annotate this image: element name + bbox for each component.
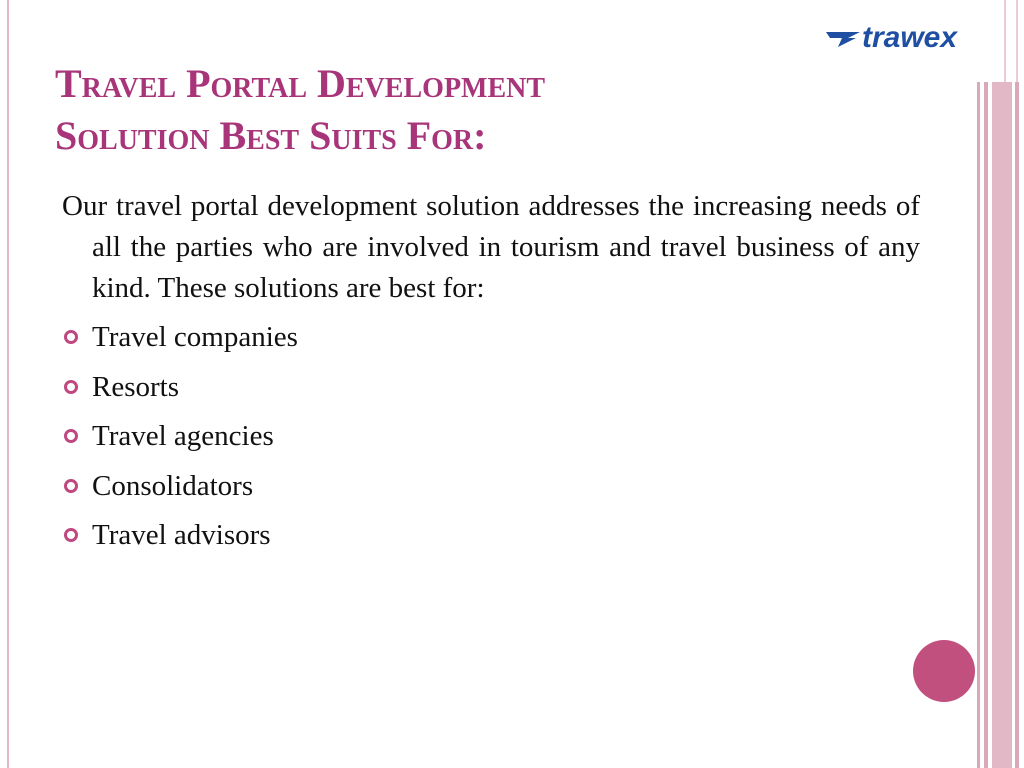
list-item-text: Travel advisors bbox=[92, 519, 271, 551]
decorative-circle bbox=[913, 640, 975, 702]
left-border-line bbox=[7, 0, 9, 768]
plane-arrow-icon bbox=[826, 28, 860, 48]
right-stripe-2 bbox=[984, 82, 988, 768]
title-line-2: Solution Best Suits For: bbox=[55, 113, 487, 158]
ring-bullet-icon bbox=[64, 330, 78, 344]
right-stripe-4 bbox=[1015, 82, 1019, 768]
ring-bullet-icon bbox=[64, 380, 78, 394]
top-right-decor-line bbox=[1004, 0, 1006, 82]
slide-title bbox=[55, 58, 855, 162]
ring-bullet-icon bbox=[64, 479, 78, 493]
list-item-text: Travel agencies bbox=[92, 420, 274, 452]
slide-content bbox=[62, 186, 920, 565]
right-stripe-1 bbox=[977, 82, 980, 768]
list-item bbox=[62, 367, 920, 417]
list-item-text: Consolidators bbox=[92, 469, 254, 502]
list-item bbox=[62, 515, 920, 565]
logo-text: trawex bbox=[862, 21, 958, 54]
right-stripe-3 bbox=[992, 82, 1012, 768]
list-item bbox=[62, 466, 920, 516]
list-item bbox=[62, 416, 920, 466]
ring-bullet-icon bbox=[64, 429, 78, 443]
bullet-list bbox=[62, 317, 920, 565]
title-line-1: Travel Portal Development bbox=[55, 61, 546, 106]
list-item-text: Resorts bbox=[92, 370, 179, 403]
intro-paragraph: Our travel portal development solution addresses the increasing needs of all the parties who are involved in tourism and travel business of any kind. These solutions are best for: bbox=[62, 190, 920, 304]
top-right-decor-line-2 bbox=[1016, 0, 1018, 82]
trawex-logo bbox=[826, 18, 957, 58]
list-item bbox=[62, 317, 920, 367]
ring-bullet-icon bbox=[64, 528, 78, 542]
list-item-text: Travel companies bbox=[92, 321, 298, 353]
